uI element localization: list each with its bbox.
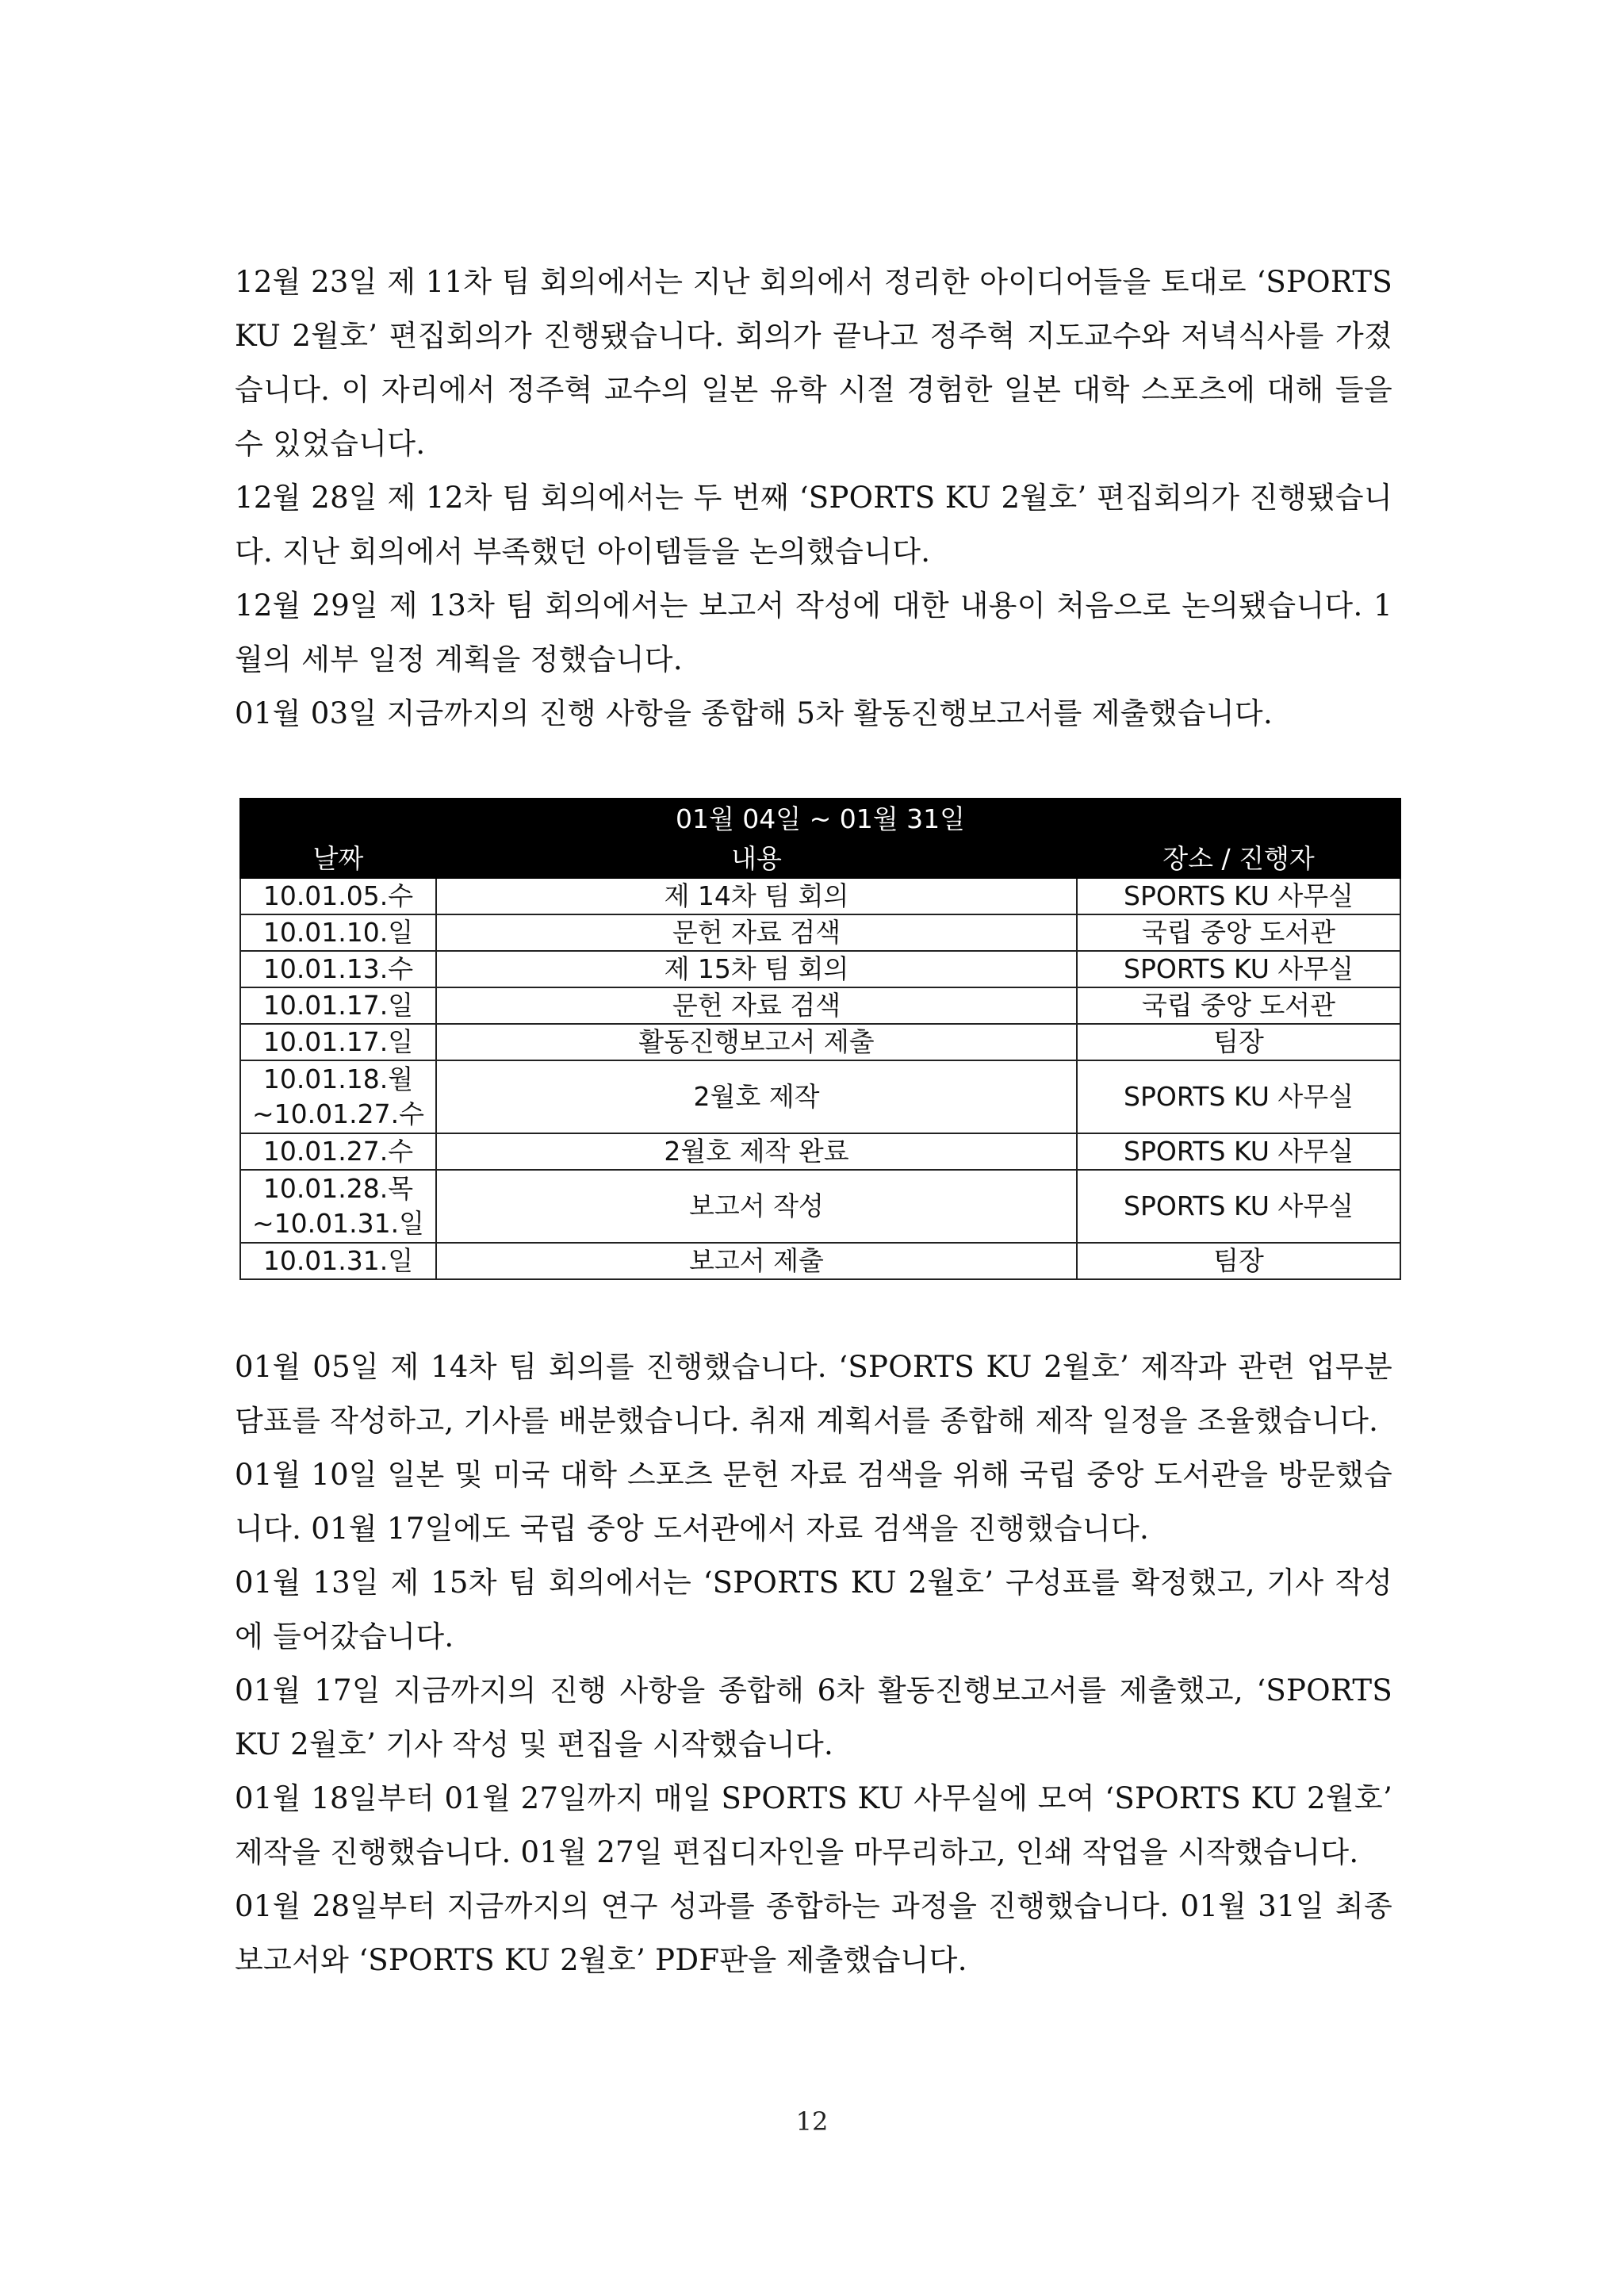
- date-cell: 10.01.27.수: [240, 1133, 436, 1170]
- place-cell: SPORTS KU 사무실: [1077, 1060, 1400, 1133]
- place-cell: 팀장: [1077, 1243, 1400, 1279]
- header-place: 장소 / 진행자: [1077, 840, 1400, 878]
- table-row: [240, 1243, 1400, 1279]
- content-cell: 2월호 제작 완료: [436, 1133, 1077, 1170]
- table-header-row: [240, 840, 1400, 878]
- paragraph: 01월 10일 일본 및 미국 대학 스포츠 문헌 자료 검색을 위해 국립 중앙 도서관을 방문했습니다. 01월 17일에도 국립 중앙 도서관에서 자료 검색을 진행했습니다.: [235, 1458, 1392, 1546]
- content-cell: 보고서 제출: [436, 1243, 1077, 1279]
- top-text-block: [235, 255, 1392, 741]
- date-cell: 10.01.05.수: [240, 878, 436, 914]
- content-cell: 활동진행보고서 제출: [436, 1024, 1077, 1060]
- paragraph: 01월 13일 제 15차 팀 회의에서는 ‘SPORTS KU 2월호’ 구성표를 확정했고, 기사 작성에 들어갔습니다.: [235, 1566, 1392, 1654]
- page-number: 12: [795, 2106, 829, 2137]
- table-row: [240, 987, 1400, 1024]
- date-cell: 10.01.28.목 ~10.01.31.일: [240, 1170, 436, 1243]
- date-cell: 10.01.13.수: [240, 951, 436, 987]
- paragraph: 01월 18일부터 01월 27일까지 매일 SPORTS KU 사무실에 모여 ‘SPORTS KU 2월호’ 제작을 진행했습니다. 01월 27일 편집디자인을 마무리하고, 인쇄 작업을 시작했습니다.: [235, 1781, 1392, 1869]
- paragraph: 12월 23일 제 11차 팀 회의에서는 지난 회의에서 정리한 아이디어들을 토대로 ‘SPORTS KU 2월호’ 편집회의가 진행됐습니다. 회의가 끝나고 정주혁 지도교수와 저녁식사를 가졌습니다. 이 자리에서 정주혁 교수의 일본 유학 시절 경험한 일본 대학 스포츠에 대해 들을 수 있었습니다.: [235, 265, 1392, 461]
- paragraph: 01월 05일 제 14차 팀 회의를 진행했습니다. ‘SPORTS KU 2월호’ 제작과 관련 업무분담표를 작성하고, 기사를 배분했습니다. 취재 계획서를 종합해 제작 일정을 조율했습니다.: [235, 1350, 1392, 1438]
- content-cell: 2월호 제작: [436, 1060, 1077, 1133]
- paragraph: 12월 29일 제 13차 팀 회의에서는 보고서 작성에 대한 내용이 처음으로 논의됐습니다. 1월의 세부 일정 계획을 정했습니다.: [235, 588, 1392, 677]
- table-title: 01월 04일 ~ 01월 31일: [240, 799, 1400, 840]
- date-cell: 10.01.18.월 ~10.01.27.수: [240, 1060, 436, 1133]
- date-cell: 10.01.10.일: [240, 914, 436, 951]
- content-cell: 문헌 자료 검색: [436, 987, 1077, 1024]
- place-cell: 국립 중앙 도서관: [1077, 987, 1400, 1024]
- place-cell: SPORTS KU 사무실: [1077, 878, 1400, 914]
- bottom-text-block: [235, 1340, 1392, 1987]
- paragraph: 01월 03일 지금까지의 진행 사항을 종합해 5차 활동진행보고서를 제출했습니다.: [235, 696, 1274, 730]
- place-cell: 국립 중앙 도서관: [1077, 914, 1400, 951]
- paragraph: 12월 28일 제 12차 팀 회의에서는 두 번째 ‘SPORTS KU 2월호’ 편집회의가 진행됐습니다. 지난 회의에서 부족했던 아이템들을 논의했습니다.: [235, 481, 1392, 569]
- content-cell: 보고서 작성: [436, 1170, 1077, 1243]
- paragraph: 01월 28일부터 지금까지의 연구 성과를 종합하는 과정을 진행했습니다. 01월 31일 최종 보고서와 ‘SPORTS KU 2월호’ PDF판을 제출했습니다.: [235, 1889, 1392, 1977]
- content-cell: 문헌 자료 검색: [436, 914, 1077, 951]
- table-row: [240, 1024, 1400, 1060]
- table-row: [240, 1170, 1400, 1243]
- date-cell: 10.01.17.일: [240, 1024, 436, 1060]
- place-cell: SPORTS KU 사무실: [1077, 1170, 1400, 1243]
- header-content: 내용: [436, 840, 1077, 878]
- table-row: [240, 951, 1400, 987]
- paragraph: 01월 17일 지금까지의 진행 사항을 종합해 6차 활동진행보고서를 제출했고, ‘SPORTS KU 2월호’ 기사 작성 및 편집을 시작했습니다.: [235, 1673, 1392, 1761]
- table-row: [240, 914, 1400, 951]
- table-row: [240, 878, 1400, 914]
- content-cell: 제 15차 팀 회의: [436, 951, 1077, 987]
- place-cell: SPORTS KU 사무실: [1077, 951, 1400, 987]
- header-date: 날짜: [240, 840, 436, 878]
- table-row: [240, 1133, 1400, 1170]
- content-cell: 제 14차 팀 회의: [436, 878, 1077, 914]
- schedule-table: [239, 798, 1401, 1280]
- place-cell: SPORTS KU 사무실: [1077, 1133, 1400, 1170]
- table-title-row: [240, 799, 1400, 840]
- date-cell: 10.01.17.일: [240, 987, 436, 1024]
- place-cell: 팀장: [1077, 1024, 1400, 1060]
- date-cell: 10.01.31.일: [240, 1243, 436, 1279]
- table-row: [240, 1060, 1400, 1133]
